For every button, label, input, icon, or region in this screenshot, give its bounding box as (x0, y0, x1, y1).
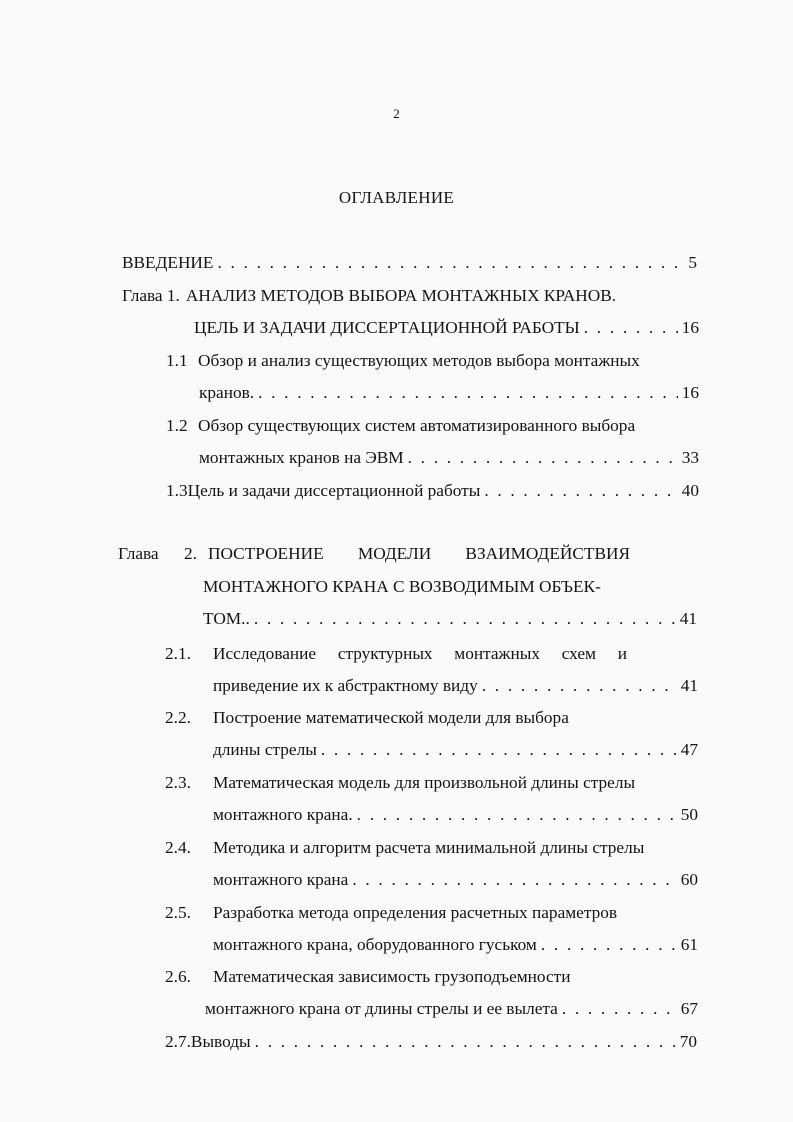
dot-leader (217, 253, 684, 273)
dot-leader (258, 383, 678, 403)
chapter-title-line2: ЦЕЛЬ И ЗАДАЧИ ДИССЕРТАЦИОННОЙ РАБОТЫ (194, 318, 580, 337)
chapter-title-line1: АНАЛИЗ МЕТОДОВ ВЫБОРА МОНТАЖНЫХ КРАНОВ. (185, 286, 617, 305)
chapter-title-word: ПОСТРОЕНИЕ (208, 544, 324, 563)
toc-entry-page: 50 (680, 805, 698, 824)
dot-leader (562, 999, 677, 1019)
toc-section-2-7[interactable] (165, 1032, 697, 1056)
toc-entry-page: 47 (680, 740, 698, 759)
section-title-line1 (213, 644, 627, 664)
chapter-title-line3: ТОМ.. (203, 609, 250, 628)
section-title: Цель и задачи диссертационной работы (187, 481, 481, 500)
toc-entry-page: 16 (681, 318, 699, 337)
section-number: 2.2. (165, 708, 191, 727)
section-title-word: и (617, 644, 627, 663)
section-number: 2.7. (165, 1032, 191, 1051)
section-number: 1.1 (166, 351, 188, 370)
section-title-line1: Обзор и анализ существующих методов выбора монтажных (198, 351, 640, 370)
toc-section-2-2-cont[interactable] (213, 740, 698, 764)
dot-leader (357, 805, 677, 825)
toc-entry-page: 16 (681, 383, 699, 402)
section-title-line2: монтажных кранов на ЭВМ (199, 448, 404, 467)
toc-chapter-1-heading-cont[interactable] (194, 318, 699, 342)
page-number: 2 (393, 106, 400, 121)
toc-entry-page: 60 (680, 870, 698, 889)
section-title-word: структурных (337, 644, 433, 663)
toc-entry-label: ВВЕДЕНИЕ (122, 253, 214, 272)
toc-entry-page: 67 (680, 999, 698, 1018)
toc-entry-page: 40 (681, 481, 699, 500)
section-number: 2.3. (165, 773, 191, 792)
section-title-line2: монтажного крана. (213, 805, 353, 824)
section-title-line2: монтажного крана от длины стрелы и ее вылета (205, 999, 558, 1018)
toc-section-1-2-cont[interactable] (199, 448, 699, 472)
section-title-line1: Обзор существующих систем автоматизированного выбора (198, 416, 636, 435)
chapter-title-line2: МОНТАЖНОГО КРАНА С ВОЗВОДИМЫМ ОБЪЕК- (203, 577, 601, 596)
chapter-prefix-number: 2. (184, 544, 197, 563)
section-title-word: монтажных (454, 644, 540, 663)
toc-section-2-4[interactable] (165, 838, 685, 862)
chapter-title-word: МОДЕЛИ (357, 544, 432, 563)
section-title-line1: Математическая зависимость грузоподъемности (213, 967, 571, 986)
section-title-line1: Методика и алгоритм расчета минимальной длины стрелы (213, 838, 645, 857)
section-number: 2.4. (165, 838, 191, 857)
toc-section-2-6[interactable] (165, 967, 685, 991)
toc-chapter-1-heading[interactable] (122, 286, 697, 310)
toc-entry-intro[interactable] (122, 253, 697, 277)
dot-leader (321, 740, 677, 760)
section-number: 2.5. (165, 903, 191, 922)
toc-section-2-4-cont[interactable] (213, 870, 698, 894)
toc-entry-page: 61 (680, 935, 698, 954)
toc-entry-page: 41 (679, 609, 697, 628)
section-title: Выводы (190, 1032, 251, 1051)
dot-leader (541, 935, 677, 955)
toc-section-1-1-cont[interactable] (199, 383, 699, 407)
toc-entry-page: 5 (688, 253, 697, 272)
section-title-line2: монтажного крана (213, 870, 349, 889)
section-title-line2: монтажного крана, оборудованного гуськом (213, 935, 537, 954)
toc-section-2-3-cont[interactable] (213, 805, 698, 829)
chapter-title-line1 (208, 544, 630, 564)
section-number: 1.3 (166, 481, 188, 500)
section-title-line1: Разработка метода определения расчетных параметров (213, 903, 618, 922)
dot-leader (352, 870, 676, 890)
toc-chapter-2-heading-cont2[interactable] (203, 609, 697, 633)
section-title-word: Исследование (213, 644, 317, 663)
toc-section-2-5-cont[interactable] (213, 935, 698, 959)
toc-entry-page: 41 (680, 676, 698, 695)
chapter-prefix-word: Глава (118, 544, 159, 563)
dot-leader (482, 676, 677, 696)
toc-section-1-2[interactable] (166, 416, 686, 440)
page-title: ОГЛАВЛЕНИЕ (338, 188, 455, 207)
toc-entry-page: 70 (679, 1032, 697, 1051)
toc-section-2-6-cont[interactable] (205, 999, 698, 1023)
section-title-line2: приведение их к абстрактному виду (213, 676, 478, 695)
toc-section-2-1-cont[interactable] (213, 676, 698, 700)
section-number: 2.1. (165, 644, 191, 663)
toc-section-2-1[interactable] (165, 644, 627, 668)
dot-leader (408, 448, 678, 468)
dot-leader (254, 609, 676, 629)
toc-section-2-2[interactable] (165, 708, 685, 732)
section-title-line2: длины стрелы (213, 740, 317, 759)
section-number: 2.6. (165, 967, 191, 986)
section-title-line1: Математическая модель для произвольной длины стрелы (213, 773, 636, 792)
toc-section-1-3[interactable] (166, 481, 699, 505)
toc-section-2-3[interactable] (165, 773, 685, 797)
dot-leader (255, 1032, 676, 1052)
section-title-line2: кранов. (199, 383, 255, 402)
section-number: 1.2 (166, 416, 188, 435)
section-title-word: схем (561, 644, 596, 663)
toc-section-2-5[interactable] (165, 903, 685, 927)
dot-leader (584, 318, 678, 338)
toc-section-1-1[interactable] (166, 351, 686, 375)
toc-chapter-2-heading[interactable] (118, 544, 630, 568)
toc-entry-page: 33 (681, 448, 699, 467)
dot-leader (484, 481, 677, 501)
section-title-line1: Построение математической модели для выбора (213, 708, 569, 727)
toc-chapter-2-heading-cont[interactable] (203, 577, 683, 601)
chapter-prefix: Глава 1. (122, 286, 180, 305)
chapter-title-word: ВЗАИМОДЕЙСТВИЯ (465, 544, 630, 563)
